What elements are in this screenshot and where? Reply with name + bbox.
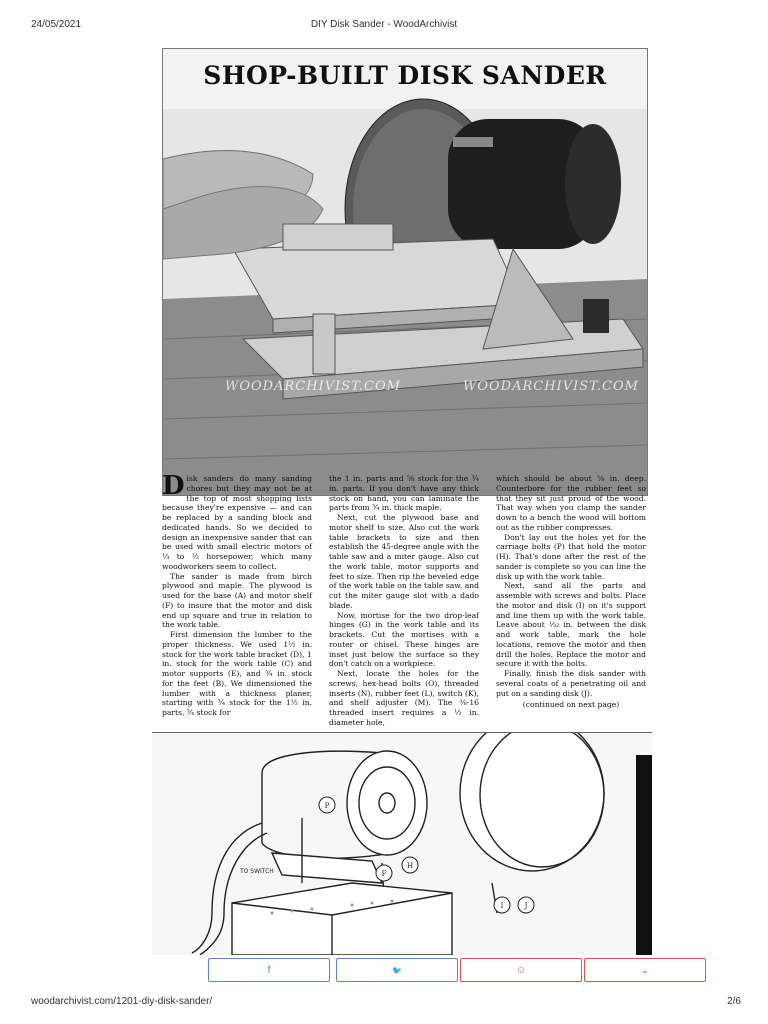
article-text	[162, 471, 646, 754]
print-footer	[0, 990, 768, 1020]
photo-illustration	[162, 49, 647, 501]
paragraph: The sander is made from birch plywood and maple. The plywood is used for the base (A) and motor shelf (F) to insure that the motor and disk end up square and true in relation to the work table.	[162, 571, 312, 630]
reddit-share-button[interactable]	[460, 958, 582, 982]
paragraph: Next, sand all the parts and assemble with screws and bolts. Place the motor and disk (I) on it's support and line them up with the work table. Leave about ⅓₂ in. between the disk and work table, mark the hole locations, remove the motor and then drill the holes. Replace the motor and secure it with the bolts.	[496, 581, 646, 669]
paragraph: Now, mortise for the two drop-leaf hinges (G) in the work table and its brackets. Cut the mortises with a router or chisel. These hinges are inset just below the surface so they don't catch on a workpiece.	[329, 610, 479, 669]
twitter-share-button[interactable]	[336, 958, 458, 982]
part-label: F	[381, 870, 387, 878]
article-column-2	[329, 474, 479, 728]
part-label: I	[500, 902, 504, 910]
part-label: J	[524, 902, 528, 910]
exploded-view-drawing	[152, 732, 652, 955]
print-url: woodarchivist.com/1201-diy-disk-sander/	[31, 996, 213, 1007]
paragraph: which should be about ⅝ in. deep. Counterbore for the rubber feet so that they sit just proud of the wood. That way when you clamp the sander down to a bench the wood will bottom out as the rubber compresses.	[496, 474, 646, 532]
share-bar	[208, 958, 708, 982]
print-header	[0, 0, 768, 36]
watermark: WOODARCHIVIST.COM	[225, 379, 401, 394]
chevron-down-icon: ⌄	[640, 964, 650, 976]
part-label: H	[406, 862, 414, 870]
drop-cap: D	[162, 471, 185, 501]
paragraph: isk sanders do many sanding chores but they may not be at the top of most shopping lists because they're expensive — and can be replaced by a sanding block and dedicated hands. So we decided to design an inexpensive sander that can be used with small electric motors of ⅓ to ½ horsepower, which many woodworkers seem to collect.	[162, 474, 312, 571]
twitter-icon: 🐦	[392, 965, 402, 975]
paragraph: the 1 in. parts and ⅝ stock for the ¾ in. parts. If you don't have any thick stock on hand, you can laminate the parts from ¾ in. thick maple.	[329, 474, 479, 513]
print-date: 24/05/2021	[31, 19, 82, 30]
reddit-icon: ☺	[515, 964, 527, 976]
more-share-button[interactable]	[584, 958, 706, 982]
line-drawing	[152, 733, 652, 955]
paragraph: Next, cut the plywood base and motor shelf to size. Also cut the work table brackets to size and then establish the 45-degree angle with the table saw and a miter gauge. Also cut the work table, motor supports and feet to size. Then rip the beveled edge of the work table on the table saw, and cut the miter gauge slot with a dado blade.	[329, 513, 479, 610]
to-switch-label: TO SWITCH	[240, 868, 274, 875]
magazine-page	[152, 42, 652, 954]
facebook-icon: f	[267, 964, 271, 976]
watermark: WOODARCHIVIST.COM	[463, 379, 639, 394]
sander-photo	[162, 48, 648, 501]
article-column-1	[162, 471, 312, 718]
article-column-3	[496, 474, 646, 710]
paragraph: Finally, finish the disk sander with several coats of a penetrating oil and put on a sanding disk (J).	[496, 669, 646, 698]
part-label: P	[324, 802, 330, 810]
facebook-share-button[interactable]	[208, 958, 330, 982]
print-page-number: 2/6	[727, 996, 741, 1007]
print-title: DIY Disk Sander - WoodArchivist	[310, 19, 458, 30]
paragraph: First dimension the lumber to the proper thickness. We used 1½ in. stock for the work table bracket (D), 1 in. stock for the work table (C) and motor supports (E), and ¾ in. stock for the feet (B). We dimensioned the lumber with a thickness planer, starting with ¾ stock for the 1½ in. parts, ¾ stock for	[162, 630, 312, 717]
continued-note: (continued on next page)	[522, 700, 620, 710]
paragraph: Next, locate the holes for the screws, hex-head bolts (O), threaded inserts (N), rubber feet (L), switch (K), and shelf adjuster (M). The ⅜-16 threaded insert requires a ½ in. diameter hole,	[329, 669, 479, 727]
paragraph: Don't lay out the holes yet for the carriage bolts (P) that hold the motor (H). That's done after the rest of the sander is complete so you can line the disk up with the work table.	[496, 532, 646, 581]
headline: SHOP-BUILT DISK SANDER	[203, 61, 607, 90]
